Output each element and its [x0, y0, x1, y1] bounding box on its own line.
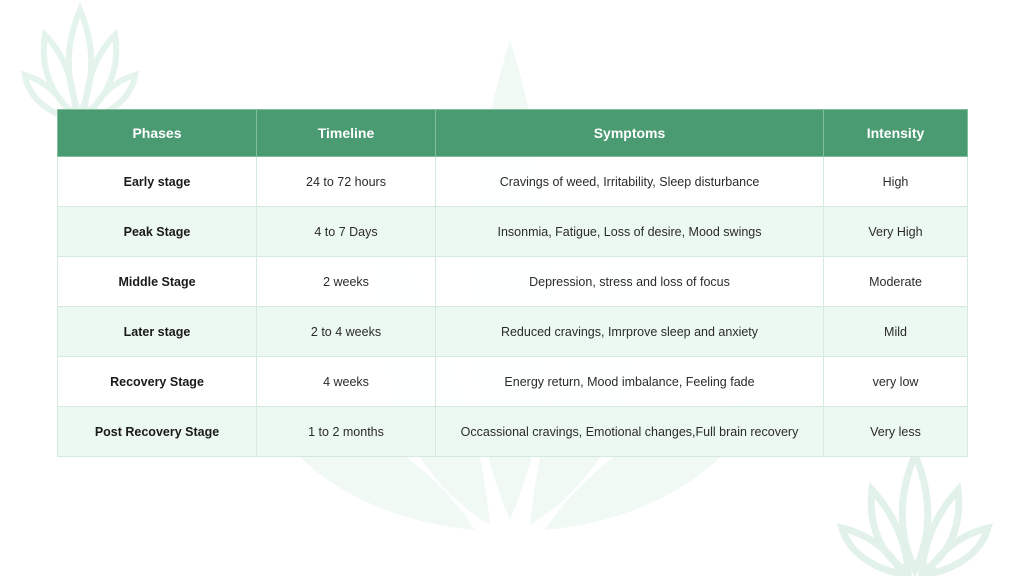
withdrawal-phases-table	[57, 109, 968, 457]
symptoms-cell: Reduced cravings, Imrprove sleep and anxiety	[436, 307, 824, 357]
timeline-cell: 2 weeks	[257, 257, 436, 307]
intensity-cell: High	[824, 157, 968, 207]
phase-cell: Middle Stage	[58, 257, 257, 307]
table-row	[58, 407, 968, 457]
header-symptoms: Symptoms	[436, 110, 824, 157]
intensity-cell: Moderate	[824, 257, 968, 307]
symptoms-cell: Cravings of weed, Irritability, Sleep disturbance	[436, 157, 824, 207]
symptoms-cell: Occassional cravings, Emotional changes,Full brain recovery	[436, 407, 824, 457]
phase-cell: Later stage	[58, 307, 257, 357]
table-row	[58, 257, 968, 307]
header-intensity: Intensity	[824, 110, 968, 157]
timeline-cell: 4 to 7 Days	[257, 207, 436, 257]
table-row	[58, 307, 968, 357]
symptoms-cell: Energy return, Mood imbalance, Feeling fade	[436, 357, 824, 407]
intensity-cell: Very High	[824, 207, 968, 257]
timeline-cell: 4 weeks	[257, 357, 436, 407]
phase-cell: Peak Stage	[58, 207, 257, 257]
table-row	[58, 207, 968, 257]
timeline-cell: 1 to 2 months	[257, 407, 436, 457]
phase-cell: Early stage	[58, 157, 257, 207]
symptoms-cell: Insonmia, Fatigue, Loss of desire, Mood swings	[436, 207, 824, 257]
header-timeline: Timeline	[257, 110, 436, 157]
withdrawal-phases-table-container	[57, 109, 967, 457]
phase-cell: Post Recovery Stage	[58, 407, 257, 457]
intensity-cell: Very less	[824, 407, 968, 457]
symptoms-cell: Depression, stress and loss of focus	[436, 257, 824, 307]
intensity-cell: very low	[824, 357, 968, 407]
phase-cell: Recovery Stage	[58, 357, 257, 407]
intensity-cell: Mild	[824, 307, 968, 357]
lotus-watermark-icon	[830, 440, 1000, 576]
timeline-cell: 24 to 72 hours	[257, 157, 436, 207]
table-row	[58, 357, 968, 407]
table-row	[58, 157, 968, 207]
header-phases: Phases	[58, 110, 257, 157]
table-header-row	[58, 110, 968, 157]
timeline-cell: 2 to 4 weeks	[257, 307, 436, 357]
